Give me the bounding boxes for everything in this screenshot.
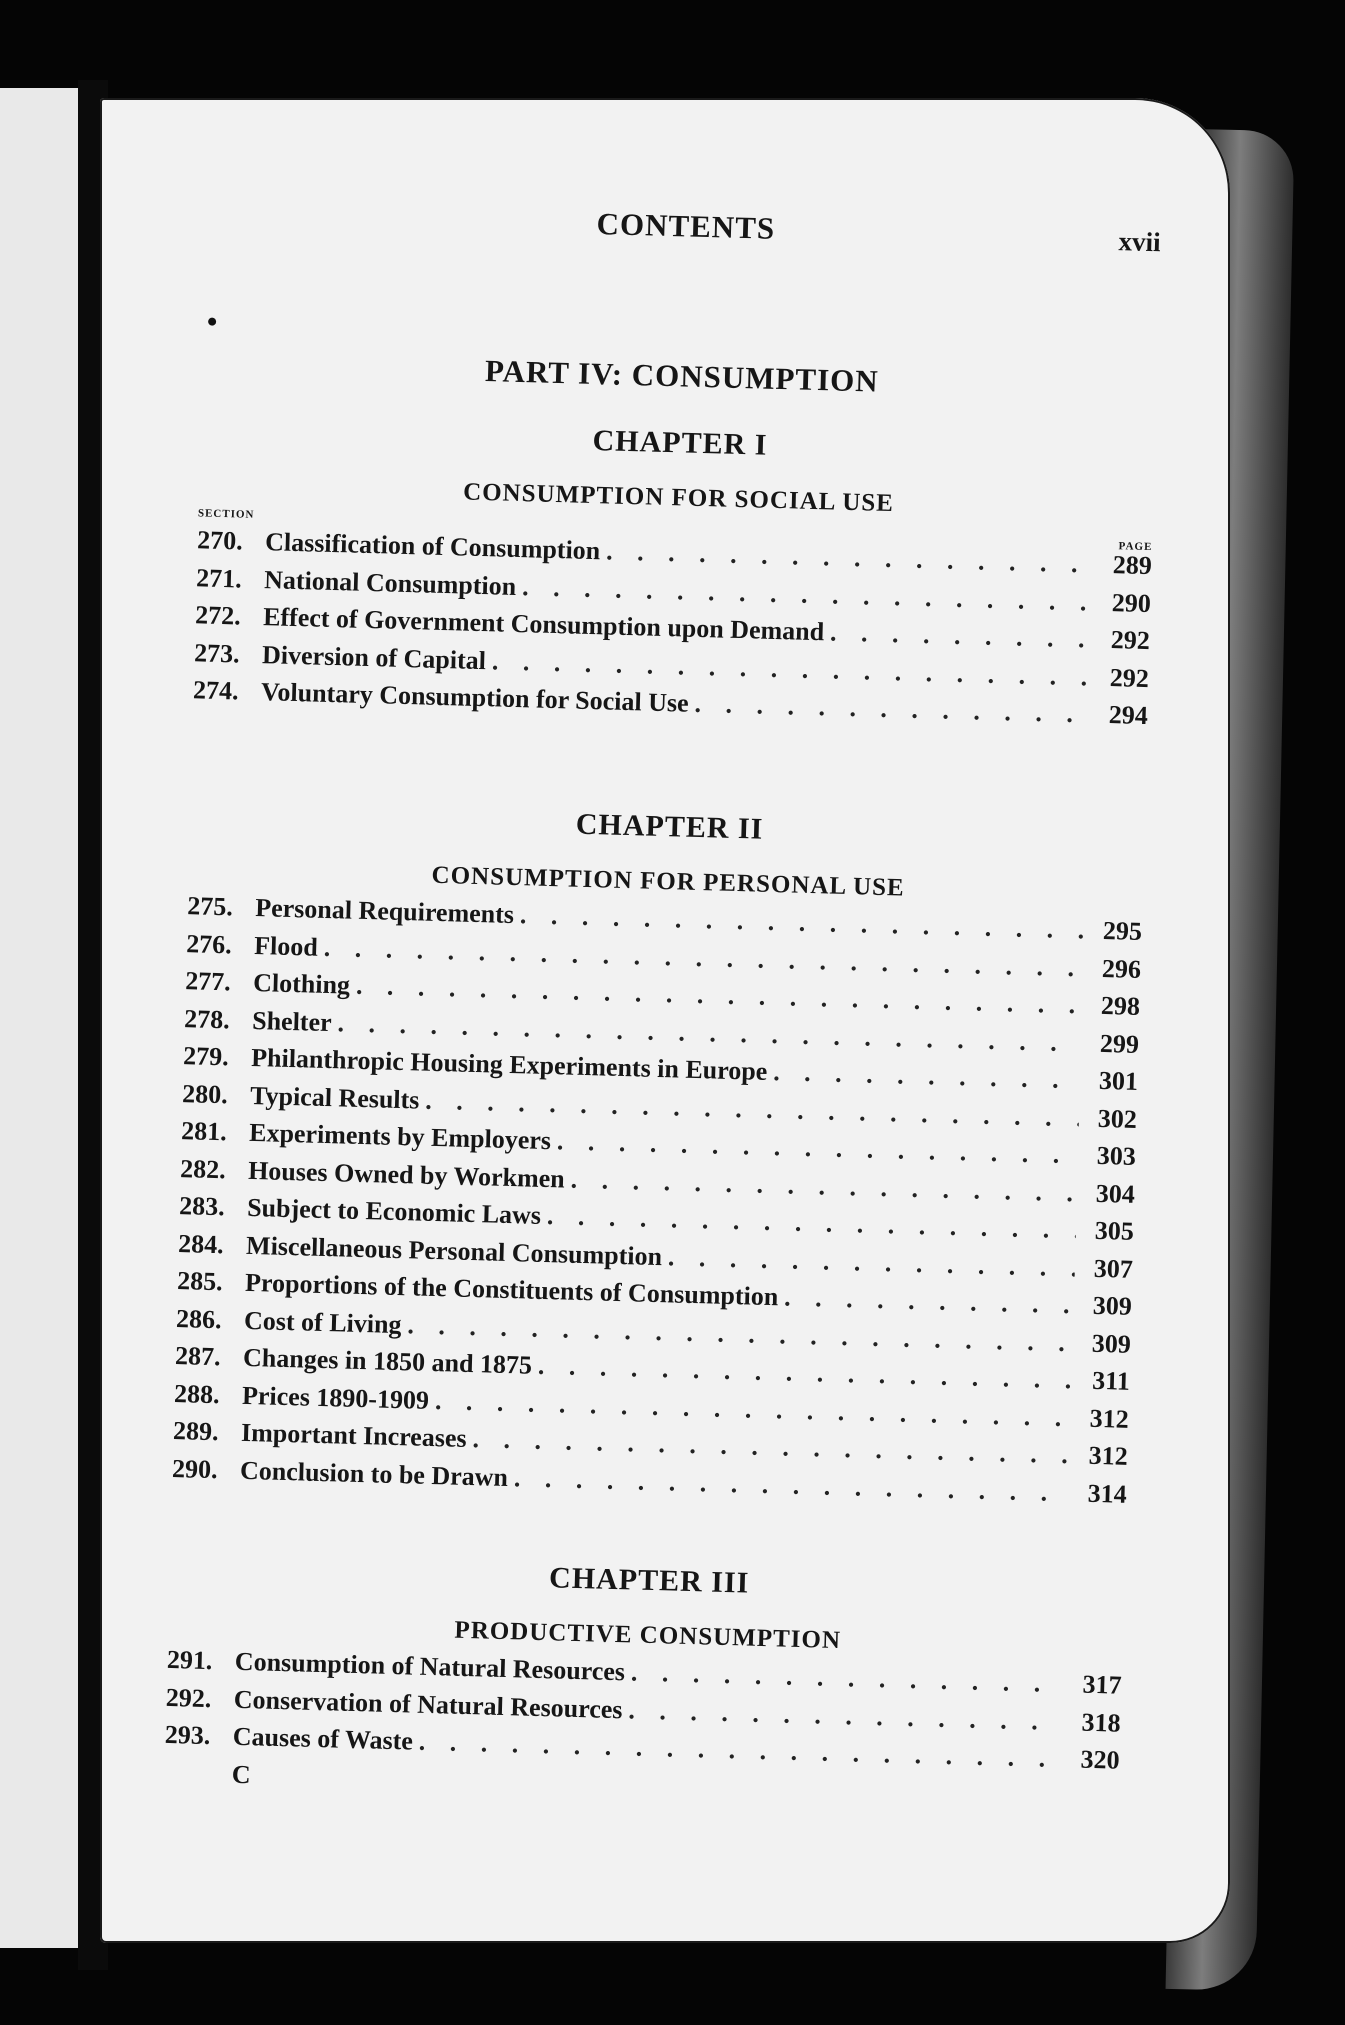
section-number: 289. (172, 1415, 219, 1447)
section-number: 273. (193, 637, 241, 668)
section-number: 281. (180, 1116, 228, 1147)
section-title: Conservation of Natural Resources (233, 1684, 623, 1724)
chapter-number: CHAPTER II (575, 807, 764, 846)
section-title: Consumption of Natural Resources (234, 1646, 626, 1687)
section-title: Subject to Economic Laws (246, 1192, 542, 1230)
dot-leader (520, 900, 1085, 945)
page-content (75, 83, 1254, 1958)
chapter-2 (87, 795, 1235, 1519)
dot-leader (631, 1657, 1064, 1699)
section-number: 271. (195, 562, 243, 594)
section-number: 283. (178, 1191, 226, 1222)
chapter-2-entries (171, 891, 1142, 1517)
section-number: 278. (183, 1003, 231, 1034)
section-title: Philanthropic Housing Experiments in Europe (250, 1042, 768, 1086)
section-number: 293. (164, 1719, 211, 1751)
page-number: 317 (1082, 1669, 1122, 1700)
section-title: Miscellaneous Personal Consumption (245, 1230, 663, 1271)
section-number: 292. (165, 1682, 212, 1713)
page-number: 294 (1108, 700, 1149, 731)
page-number: 289 (1112, 550, 1153, 581)
section-number: 287. (174, 1341, 222, 1372)
page-folio: xvii (1118, 226, 1162, 258)
section-title: National Consumption (263, 564, 517, 601)
section-number: 280. (181, 1078, 229, 1109)
page-number: 309 (1092, 1290, 1133, 1321)
section-number: 276. (185, 928, 233, 959)
section-title: Typical Results (249, 1080, 420, 1115)
margin-dot (208, 318, 216, 326)
page-number: 298 (1100, 990, 1141, 1021)
page-number: 304 (1095, 1178, 1136, 1209)
page-number: 309 (1091, 1328, 1132, 1359)
page-column-head: PAGE (1118, 540, 1153, 554)
section-number: 285. (176, 1266, 224, 1297)
section-title: Personal Requirements (254, 893, 515, 930)
page-number: 320 (1080, 1744, 1120, 1775)
section-number: 282. (179, 1153, 227, 1184)
section-title: Prices 1890-1909 (241, 1380, 430, 1415)
dot-leader (784, 1282, 1074, 1320)
running-head: CONTENTS (596, 206, 776, 246)
page-number: 301 (1098, 1065, 1139, 1096)
chapter-title: PRODUCTIVE CONSUMPTION (454, 1616, 842, 1655)
chapter-1 (108, 411, 1246, 741)
section-title: Experiments by Employers (248, 1117, 552, 1156)
chapter-number: CHAPTER I (592, 423, 768, 462)
section-column-head: SECTION (197, 507, 255, 521)
section-title: Important Increases (240, 1417, 467, 1453)
page-number: 292 (1109, 662, 1150, 693)
section-title: Cost of Living (243, 1305, 402, 1339)
section-title: Effect of Government Consumption upon Demand (262, 602, 825, 647)
page-number: 305 (1094, 1215, 1135, 1246)
section-number: 274. (192, 675, 240, 706)
section-title: Houses Owned by Workmen (247, 1155, 566, 1193)
page-number: 292 (1110, 625, 1151, 656)
page-number: 307 (1093, 1253, 1134, 1284)
section-number: 272. (194, 600, 242, 631)
section-title: Shelter (251, 1005, 333, 1037)
section-number: 291. (166, 1644, 213, 1676)
chapter-title: CONSUMPTION FOR PERSONAL USE (431, 861, 906, 902)
section-number: 286. (175, 1303, 223, 1334)
signature-mark: C (231, 1759, 252, 1789)
page-number: 312 (1088, 1440, 1129, 1471)
section-number: 277. (184, 966, 232, 997)
page-number: 303 (1096, 1140, 1137, 1171)
page-number: 295 (1102, 915, 1143, 947)
section-title: Proportions of the Constituents of Consumption (244, 1267, 779, 1312)
dot-leader (830, 617, 1093, 654)
section-number: 290. (171, 1453, 218, 1484)
section-title: Conclusion to be Drawn (239, 1455, 509, 1492)
section-title: Clothing (252, 967, 351, 1000)
page-number: 302 (1097, 1103, 1138, 1134)
page-number: 296 (1101, 953, 1142, 984)
chapter-number: CHAPTER III (548, 1561, 750, 1600)
section-number: 279. (182, 1041, 230, 1072)
page-number: 312 (1089, 1403, 1130, 1434)
chapter-3 (78, 1549, 1214, 1816)
page-number: 318 (1081, 1707, 1121, 1738)
page-number: 299 (1099, 1028, 1140, 1059)
section-title: Changes in 1850 and 1875 (242, 1342, 533, 1380)
section-number: 284. (177, 1228, 225, 1259)
part-title: PART IV: CONSUMPTION (484, 353, 880, 399)
section-title: Flood (253, 930, 319, 962)
section-title: Classification of Consumption (264, 527, 601, 566)
section-title: Causes of Waste (232, 1721, 414, 1756)
section-number: 275. (186, 891, 234, 922)
chapter-1-entries (193, 525, 1153, 738)
section-number: 270. (196, 525, 244, 556)
page-number: 311 (1091, 1365, 1131, 1396)
contents-page (100, 98, 1230, 1943)
page-number: 290 (1111, 587, 1152, 618)
section-title: Voluntary Consumption for Social Use (260, 677, 690, 718)
section-number: 288. (173, 1378, 221, 1409)
section-title: Diversion of Capital (261, 639, 487, 675)
page-number: 314 (1087, 1478, 1128, 1509)
chapter-title: CONSUMPTION FOR SOCIAL USE (462, 478, 895, 518)
